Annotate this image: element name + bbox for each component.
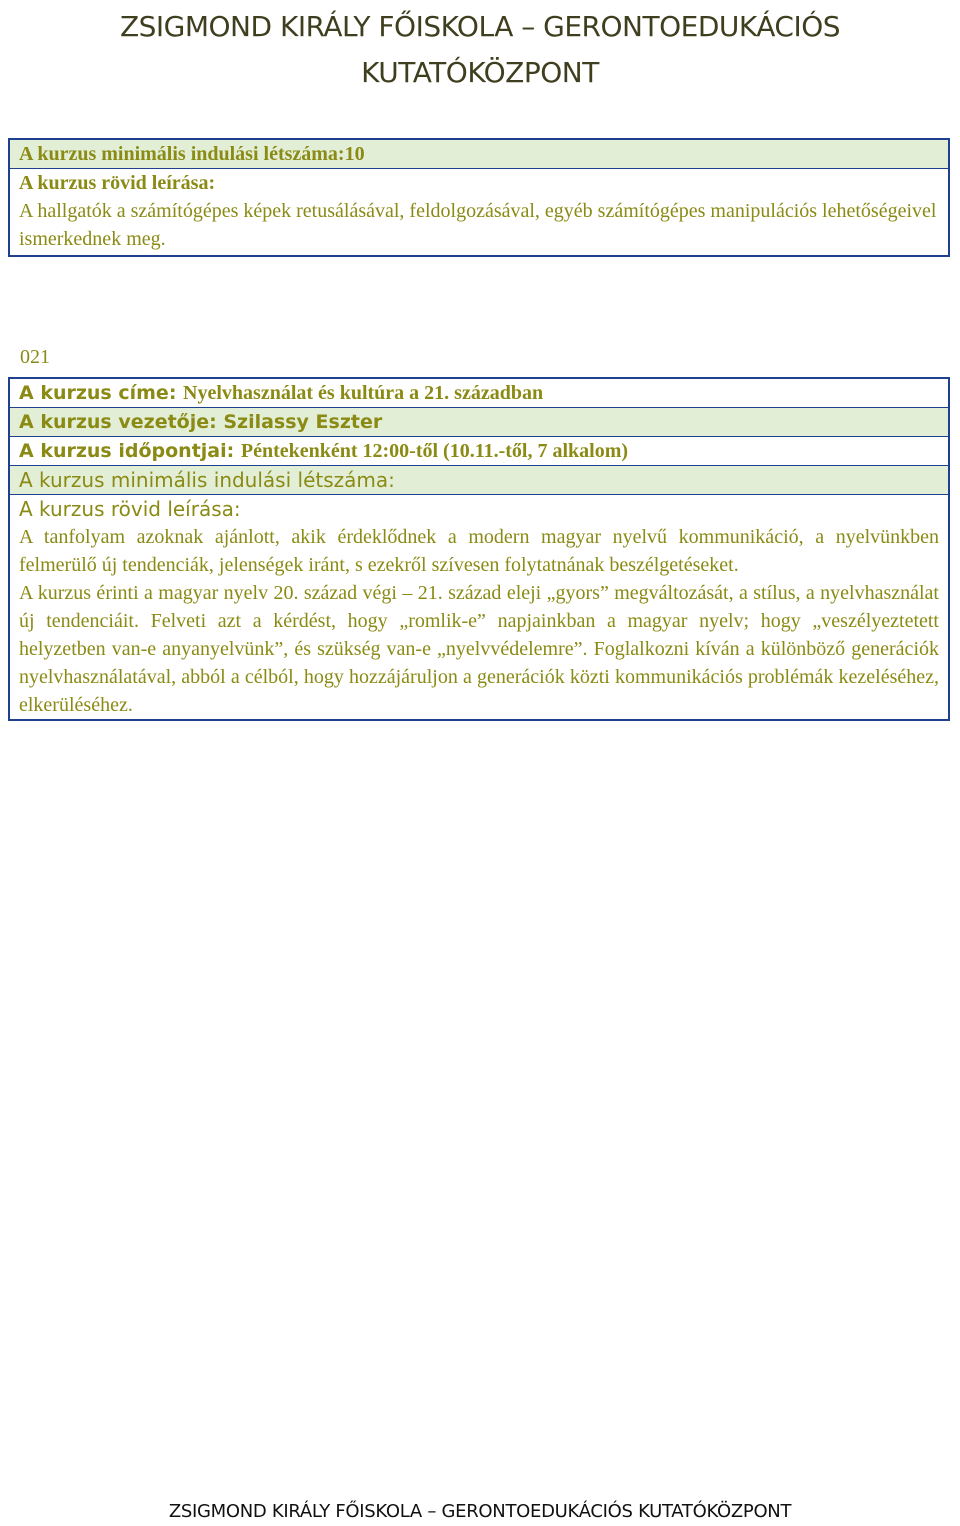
course-leader: Szilassy Eszter	[223, 411, 383, 433]
description-label: A kurzus rövid leírása:	[19, 497, 241, 521]
course-code: 021	[20, 346, 50, 368]
description-paragraph-1: A tanfolyam azoknak ajánlott, akik érdeklődnek a modern magyar nyelvű kommunikáció, a nyelvünkben felmerülő új tendenciák, jelenségek iránt, s ezekről szívesen folytatnának beszélgetéseket.	[19, 526, 939, 576]
course-box-021	[8, 377, 950, 721]
course-description: A hallgatók a számítógépes képek retusálásával, feldolgozásával, egyéb számítógépes manipulációs lehetőségeivel ismerkednek meg.	[19, 200, 937, 250]
course-title-label: A kurzus címe:	[19, 382, 184, 404]
page-footer: ZSIGMOND KIRÁLY FŐISKOLA – GERONTOEDUKÁCIÓS KUTATÓKÖZPONT	[168, 1501, 792, 1522]
course-schedule: Péntekenként 12:00-től (10.11.-től, 7 alkalom)	[240, 440, 629, 462]
course-title: Nyelvhasználat és kultúra a 21. században	[183, 382, 544, 404]
min-participants-row: A kurzus minimális indulási létszáma:	[10, 466, 948, 495]
description-paragraph-2: A kurzus érinti a magyar nyelv 20. század végi – 21. század eleji „gyors” megváltozását, a stílus, a nyelvhasználat új tendenciáit. Felveti azt a kérdést, hogy „romlik-e” napjainkban a magyar nyelv; hogy „veszélyeztetett helyzetben van-e anyanyelvünk”, és szükség van-e „nyelvvédelemre”. Foglalkozni kíván a különböző generációk nyelvhasználatával, abból a célból, hogy hozzájáruljon a generációk közti kommunikációs problémák kezeléséhez, elkerüléséhez.	[19, 582, 939, 716]
min-participants-row: A kurzus minimális indulási létszáma:10	[10, 140, 948, 169]
page-header	[0, 4, 960, 96]
course-schedule-label: A kurzus időpontjai:	[19, 440, 241, 462]
course-leader-label: A kurzus vezetője:	[19, 411, 224, 433]
course-leader-row	[10, 408, 948, 437]
course-description	[10, 523, 948, 719]
course-schedule-row	[10, 437, 948, 466]
header-line-1: ZSIGMOND KIRÁLY FŐISKOLA – GERONTOEDUKÁCIÓS	[119, 10, 841, 43]
course-title-row	[10, 379, 948, 408]
course-box-previous	[8, 138, 950, 257]
header-line-2: KUTATÓKÖZPONT	[361, 56, 599, 89]
description-label: A kurzus rövid leírása:	[19, 172, 216, 194]
